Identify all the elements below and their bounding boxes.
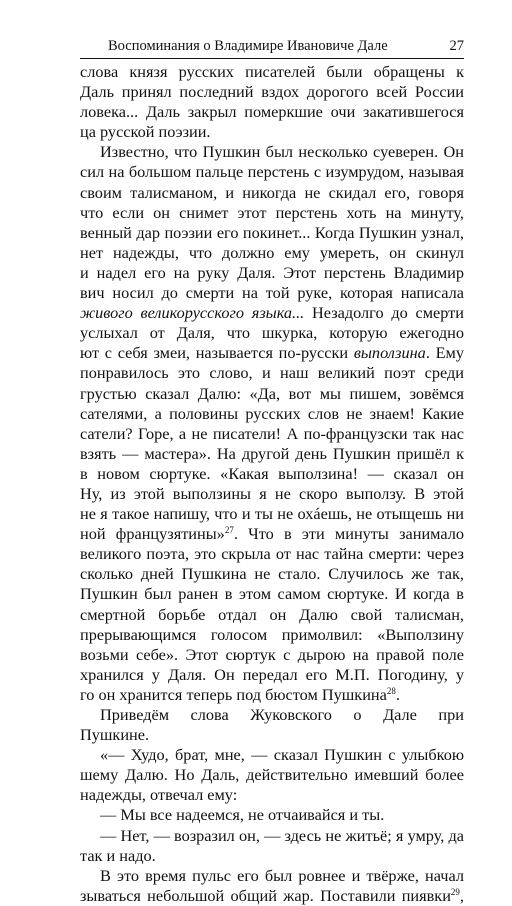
- footnote-ref: 28: [386, 685, 396, 696]
- text-line: «— Худо, брат, мне, — сказал Пушкин с улыбкою: [100, 745, 464, 765]
- text-line: возьми себе». Этот сюртук с дырою на правой поле: [80, 644, 464, 664]
- text-line: Ну, из этой выползины я не скоро выползу. В этой: [80, 483, 464, 503]
- text-line: не я такое напишу, что и ты не охáешь, не отыщешь ни: [80, 504, 464, 524]
- header-rule: [80, 58, 464, 59]
- italic-title: выползина: [353, 343, 426, 363]
- text-line: понравилось это слово, и наш великий поэт среди: [80, 363, 464, 383]
- footnote-ref: 27: [224, 525, 234, 536]
- text-line: слова князя русских писателей были обращены к: [80, 62, 464, 81]
- text-line: го он хранится теперь под бюстом Пушкина$^{28}$.: [80, 684, 400, 704]
- text-line: великого поэта, это скрыла от нас тайна смерти: через: [80, 544, 464, 564]
- text-line: нет надежды, что должно ему умереть, он скинул: [80, 242, 464, 262]
- text-line: Пушкин был ранен в этом самом сюртуке. И когда в: [80, 584, 464, 604]
- text-line: Даль принял последний вздох дорогого всей России: [80, 82, 464, 102]
- text-line: ной французятины»$^{27}$. Что в эти минуты занимало: [80, 524, 464, 544]
- text-line: ца русской поэзии.: [80, 122, 211, 142]
- running-title: Воспоминания о Владимире Ивановиче Дале: [108, 38, 388, 54]
- text-line: хранился у Даля. Он передал его М.П. Погодину, у: [80, 664, 464, 684]
- text-line: и надел его на руку Даля. Этот перстень Владимир: [80, 262, 464, 282]
- text-line: зываться небольшой общий жар. Поставили пиявки$^{29}$,: [80, 885, 464, 905]
- running-header: [80, 36, 464, 56]
- text-line: прерывающимся голосом примолвил: «Выползину: [80, 624, 464, 644]
- italic-title: живого великорусского языка...: [80, 303, 305, 323]
- text-line: шему Далю. Но Даль, действительно имевший более: [80, 765, 464, 785]
- text-line: смертной борьбе отдал он Далю свой талисман,: [80, 604, 464, 624]
- text-line: Приведём слова Жуковского о Дале при: [100, 705, 464, 724]
- text-line: услыхал от Даля, что шкурка, которую ежегодно: [80, 323, 464, 343]
- text-line: грустью сказал Далю: «Да, вот мы пишем, зовёмся: [80, 383, 464, 403]
- text-line: сил на большом пальце перстень с изумрудом, называя: [80, 162, 464, 182]
- text-line: ловека... Даль закрыл померкшие очи закатившегося: [80, 102, 464, 122]
- text-line: живого великорусского языка... Незадолго до смерти: [80, 303, 464, 323]
- text-line: что если он снимет этот перстень хоть на минуту,: [80, 202, 464, 222]
- page-number: 27: [449, 38, 464, 54]
- text-line: взять — мастера». На другой день Пушкин пришёл к: [80, 443, 464, 463]
- text-line: вич носил до смерти на той руке, которая написала: [80, 283, 464, 303]
- text-line: — Мы все надеемся, не отчаивайся и ты.: [100, 805, 385, 825]
- text-line: сколько дней Пушкина не стало. Случилось же так,: [80, 564, 464, 584]
- text-line: своим талисманом, и никогда не скидал его, говоря: [80, 182, 464, 202]
- text-line: сателями, а половины русских слов не знаем! Какие: [80, 403, 464, 423]
- text-line: в новом сюртуке. «Какая выползина! — сказал он: [80, 463, 464, 483]
- body-text: [80, 62, 464, 906]
- text-line: надежды, отвечал ему:: [80, 785, 238, 805]
- text-line: Известно, что Пушкин был несколько суеверен. Он: [100, 142, 464, 162]
- footnote-ref: 29: [450, 886, 460, 897]
- text-line: — Нет, — возразил он, — здесь не житьё; я умру, да: [100, 825, 464, 845]
- text-line: ют с себя змеи, называется по-русски выползина. Ему: [80, 343, 464, 363]
- text-line: венный дар поэзии его покинет... Когда Пушкин узнал,: [80, 222, 464, 242]
- text-line: так и надо.: [80, 845, 156, 865]
- text-line: сатели? Горе, а не писатели! А по-французски так нас: [80, 423, 464, 443]
- text-line: Пушкине.: [80, 725, 150, 745]
- text-line: В это время пульс его был ровнее и твёрже, начал: [100, 865, 464, 885]
